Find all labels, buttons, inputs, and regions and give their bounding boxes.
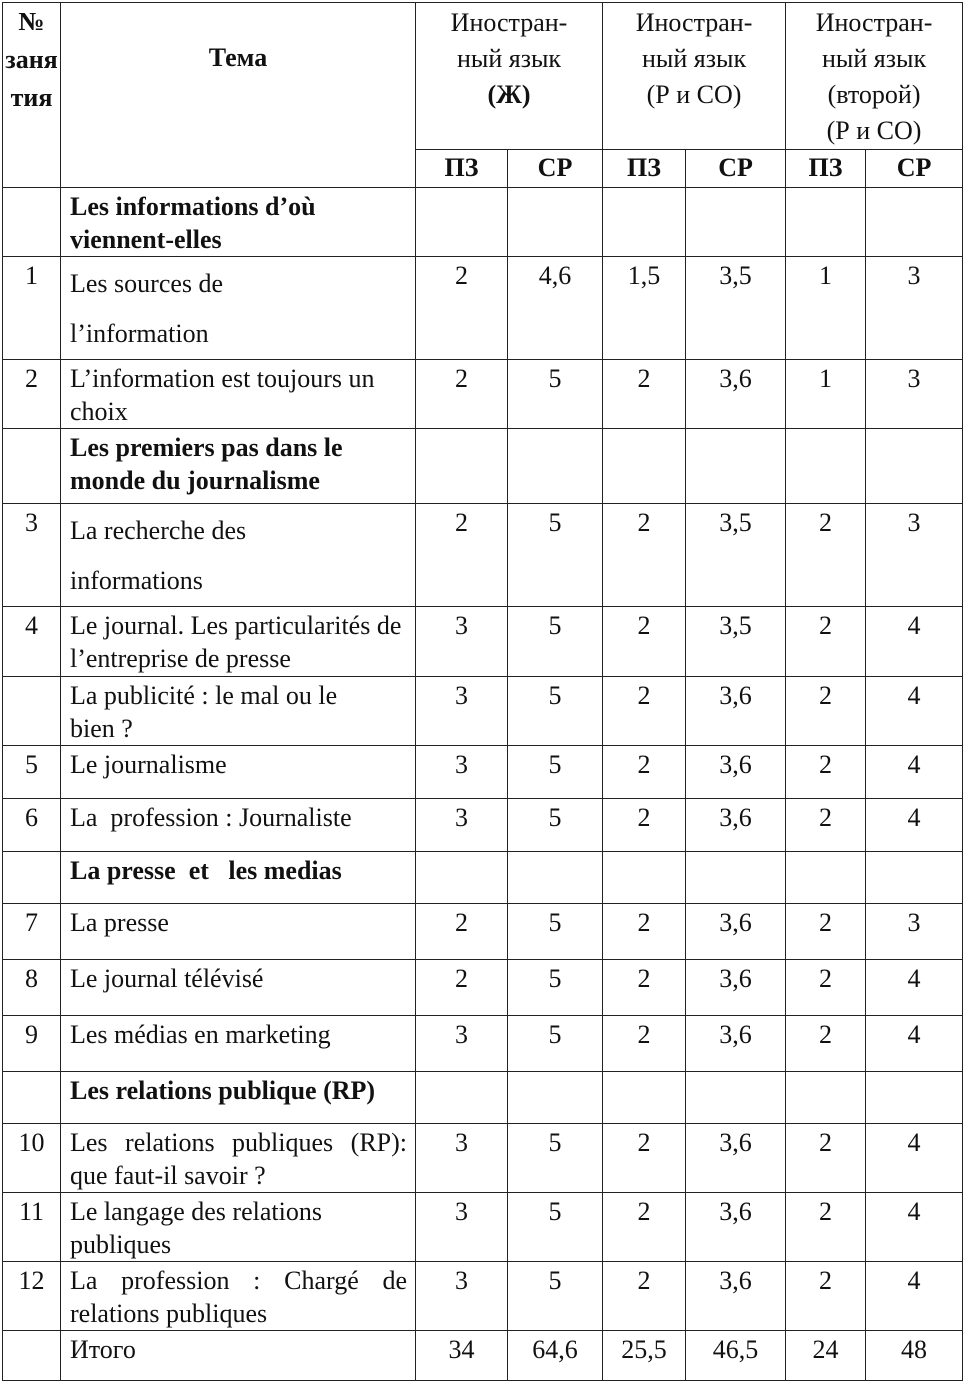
table-row xyxy=(3,360,963,429)
cell-value: 4 xyxy=(866,960,963,1016)
empty-cell xyxy=(3,1331,61,1381)
total-value: 34 xyxy=(416,1331,508,1381)
empty-cell xyxy=(603,188,686,257)
cell-value: 3,6 xyxy=(686,1193,786,1262)
cell-value: 3 xyxy=(416,1193,508,1262)
total-value: 24 xyxy=(786,1331,866,1381)
empty-cell xyxy=(416,852,508,904)
cell-value: 2 xyxy=(786,960,866,1016)
lesson-number: 6 xyxy=(3,799,61,852)
cell-value: 3,6 xyxy=(686,746,786,799)
cell-value: 1 xyxy=(786,360,866,429)
cell-value: 2 xyxy=(603,607,686,677)
empty-cell xyxy=(866,429,963,504)
cell-value: 2 xyxy=(603,904,686,960)
empty-cell xyxy=(686,852,786,904)
total-value: 64,6 xyxy=(508,1331,603,1381)
cell-value: 3 xyxy=(416,746,508,799)
cell-value: 2 xyxy=(786,904,866,960)
section-title: Les relations publique (RP) xyxy=(61,1072,416,1124)
table-row xyxy=(3,677,963,746)
cell-value: 2 xyxy=(786,607,866,677)
cell-value: 2 xyxy=(603,504,686,607)
cell-value: 2 xyxy=(786,677,866,746)
lesson-number-header: № заня тия xyxy=(3,3,61,188)
cell-value: 1,5 xyxy=(603,257,686,360)
cell-value: 2 xyxy=(786,1016,866,1072)
sr-header: СР xyxy=(508,150,603,188)
empty-cell xyxy=(786,429,866,504)
total-label: Итого xyxy=(61,1331,416,1381)
pz-header: ПЗ xyxy=(786,150,866,188)
cell-value: 3 xyxy=(866,257,963,360)
cell-value: 2 xyxy=(603,799,686,852)
empty-cell xyxy=(603,1072,686,1124)
theme-header: Тема xyxy=(61,3,416,188)
empty-cell xyxy=(416,429,508,504)
cell-value: 2 xyxy=(603,1124,686,1193)
group-header-line: Иностран- xyxy=(635,8,753,37)
header-row xyxy=(3,3,963,150)
empty-cell xyxy=(686,1072,786,1124)
empty-cell xyxy=(603,852,686,904)
cell-value: 3,6 xyxy=(686,1124,786,1193)
lesson-topic: La presse xyxy=(61,904,416,960)
group-header-line: (Р и СО) xyxy=(826,116,922,145)
cell-value: 2 xyxy=(416,360,508,429)
total-value: 25,5 xyxy=(603,1331,686,1381)
lesson-number: 4 xyxy=(3,607,61,677)
total-value: 46,5 xyxy=(686,1331,786,1381)
lesson-topic: Le langage des relations publiques xyxy=(61,1193,416,1262)
table-row xyxy=(3,1262,963,1331)
lesson-number: 9 xyxy=(3,1016,61,1072)
group-header-second-language xyxy=(786,3,963,150)
lesson-topic: L’information est toujours un choix xyxy=(61,360,416,429)
cell-value: 2 xyxy=(786,504,866,607)
cell-value: 2 xyxy=(786,1124,866,1193)
table-row xyxy=(3,1016,963,1072)
lesson-topic: Le journal télévisé xyxy=(61,960,416,1016)
cell-value: 4 xyxy=(866,607,963,677)
lesson-topic: Les sources de l’information xyxy=(61,257,416,360)
lesson-topic: Les médias en marketing xyxy=(61,1016,416,1072)
empty-cell xyxy=(416,188,508,257)
table-row xyxy=(3,607,963,677)
table-row xyxy=(3,1193,963,1262)
cell-value: 3,6 xyxy=(686,904,786,960)
cell-value: 4 xyxy=(866,677,963,746)
cell-value: 3,5 xyxy=(686,607,786,677)
empty-cell xyxy=(416,1072,508,1124)
cell-value: 4 xyxy=(866,799,963,852)
empty-cell xyxy=(786,852,866,904)
cell-value: 3,5 xyxy=(686,257,786,360)
table-row xyxy=(3,960,963,1016)
empty-cell xyxy=(3,188,61,257)
lesson-number: 11 xyxy=(3,1193,61,1262)
table-row xyxy=(3,799,963,852)
cell-value: 3 xyxy=(416,799,508,852)
empty-cell xyxy=(786,188,866,257)
group-header-line: Иностран- xyxy=(450,8,568,37)
cell-value: 2 xyxy=(786,1193,866,1262)
cell-value: 4 xyxy=(866,1016,963,1072)
lesson-number: 2 xyxy=(3,360,61,429)
cell-value: 2 xyxy=(416,257,508,360)
section-row xyxy=(3,188,963,257)
curriculum-table xyxy=(2,2,963,1381)
cell-value: 3 xyxy=(416,677,508,746)
group-header-line: (Р и СО) xyxy=(646,80,742,109)
cell-value: 2 xyxy=(603,1016,686,1072)
empty-cell xyxy=(603,429,686,504)
cell-value: 3 xyxy=(416,1016,508,1072)
lesson-number: 10 xyxy=(3,1124,61,1193)
cell-value: 5 xyxy=(508,904,603,960)
group-header-line: ный язык xyxy=(641,44,747,73)
group-header-line: ный язык xyxy=(456,44,562,73)
cell-value: 3 xyxy=(866,360,963,429)
cell-value: 2 xyxy=(416,904,508,960)
cell-value: 2 xyxy=(786,1262,866,1331)
section-row xyxy=(3,852,963,904)
cell-value: 2 xyxy=(603,360,686,429)
table-row xyxy=(3,746,963,799)
cell-value: 5 xyxy=(508,607,603,677)
lesson-topic: Les relations publiques (RP): que faut-il savoir ? xyxy=(61,1124,416,1193)
empty-cell xyxy=(3,1072,61,1124)
cell-value: 2 xyxy=(786,799,866,852)
lesson-topic: La publicité : le mal ou le bien ? xyxy=(61,677,416,746)
cell-value: 5 xyxy=(508,1124,603,1193)
lesson-number: 3 xyxy=(3,504,61,607)
cell-value: 2 xyxy=(603,960,686,1016)
empty-cell xyxy=(786,1072,866,1124)
cell-value: 2 xyxy=(603,677,686,746)
total-row xyxy=(3,1331,963,1381)
cell-value: 4,6 xyxy=(508,257,603,360)
pz-header: ПЗ xyxy=(416,150,508,188)
total-value: 48 xyxy=(866,1331,963,1381)
section-row xyxy=(3,1072,963,1124)
sr-header: СР xyxy=(686,150,786,188)
empty-cell xyxy=(508,429,603,504)
empty-cell xyxy=(686,188,786,257)
cell-value: 5 xyxy=(508,960,603,1016)
empty-cell xyxy=(508,852,603,904)
cell-value: 2 xyxy=(786,746,866,799)
group-header-line: Иностран- xyxy=(815,8,933,37)
cell-value: 4 xyxy=(866,1124,963,1193)
cell-value: 3 xyxy=(866,504,963,607)
cell-value: 3,6 xyxy=(686,677,786,746)
lesson-number: 5 xyxy=(3,746,61,799)
table-row xyxy=(3,1124,963,1193)
empty-cell xyxy=(3,852,61,904)
lesson-number: 8 xyxy=(3,960,61,1016)
empty-cell xyxy=(508,1072,603,1124)
lesson-topic: La profession : Journaliste xyxy=(61,799,416,852)
cell-value: 5 xyxy=(508,746,603,799)
cell-value: 5 xyxy=(508,1262,603,1331)
empty-cell xyxy=(686,429,786,504)
cell-value: 2 xyxy=(416,960,508,1016)
cell-value: 3,6 xyxy=(686,799,786,852)
lesson-topic: Le journalisme xyxy=(61,746,416,799)
group-header-line: ный язык xyxy=(821,44,927,73)
table-row xyxy=(3,504,963,607)
cell-value: 2 xyxy=(603,1193,686,1262)
lesson-topic: La profession : Chargé de relations publiques xyxy=(61,1262,416,1331)
cell-value: 5 xyxy=(508,1016,603,1072)
cell-value: 3 xyxy=(866,904,963,960)
empty-cell xyxy=(508,188,603,257)
cell-value: 3 xyxy=(416,607,508,677)
cell-value: 3,6 xyxy=(686,1016,786,1072)
empty-cell xyxy=(866,188,963,257)
lesson-topic: Le journal. Les particularités de l’entreprise de presse xyxy=(61,607,416,677)
section-title: Les informations d’où viennent-elles xyxy=(61,188,416,257)
empty-cell xyxy=(3,429,61,504)
cell-value: 5 xyxy=(508,1193,603,1262)
cell-value: 2 xyxy=(603,746,686,799)
sr-header: СР xyxy=(866,150,963,188)
cell-value: 4 xyxy=(866,746,963,799)
group-header-pr xyxy=(603,3,786,150)
pz-header: ПЗ xyxy=(603,150,686,188)
lesson-number: 12 xyxy=(3,1262,61,1331)
cell-value: 5 xyxy=(508,677,603,746)
lesson-number: 7 xyxy=(3,904,61,960)
cell-value: 2 xyxy=(603,1262,686,1331)
cell-value: 4 xyxy=(866,1262,963,1331)
cell-value: 2 xyxy=(416,504,508,607)
cell-value: 1 xyxy=(786,257,866,360)
table-row xyxy=(3,257,963,360)
section-title: Les premiers pas dans le monde du journalisme xyxy=(61,429,416,504)
cell-value: 3,6 xyxy=(686,1262,786,1331)
cell-value: 5 xyxy=(508,799,603,852)
lesson-number: 1 xyxy=(3,257,61,360)
group-header-line: (Ж) xyxy=(487,80,531,109)
cell-value: 5 xyxy=(508,360,603,429)
lesson-topic: La recherche des informations xyxy=(61,504,416,607)
table-row xyxy=(3,904,963,960)
group-header-line: (второй) xyxy=(827,80,921,109)
empty-cell xyxy=(866,852,963,904)
section-title: La presse et les medias xyxy=(61,852,416,904)
empty-cell xyxy=(866,1072,963,1124)
cell-value: 3 xyxy=(416,1124,508,1193)
group-header-journalism xyxy=(416,3,603,150)
lesson-number xyxy=(3,677,61,746)
cell-value: 3 xyxy=(416,1262,508,1331)
cell-value: 3,6 xyxy=(686,960,786,1016)
section-row xyxy=(3,429,963,504)
cell-value: 3,6 xyxy=(686,360,786,429)
cell-value: 3,5 xyxy=(686,504,786,607)
cell-value: 5 xyxy=(508,504,603,607)
cell-value: 4 xyxy=(866,1193,963,1262)
